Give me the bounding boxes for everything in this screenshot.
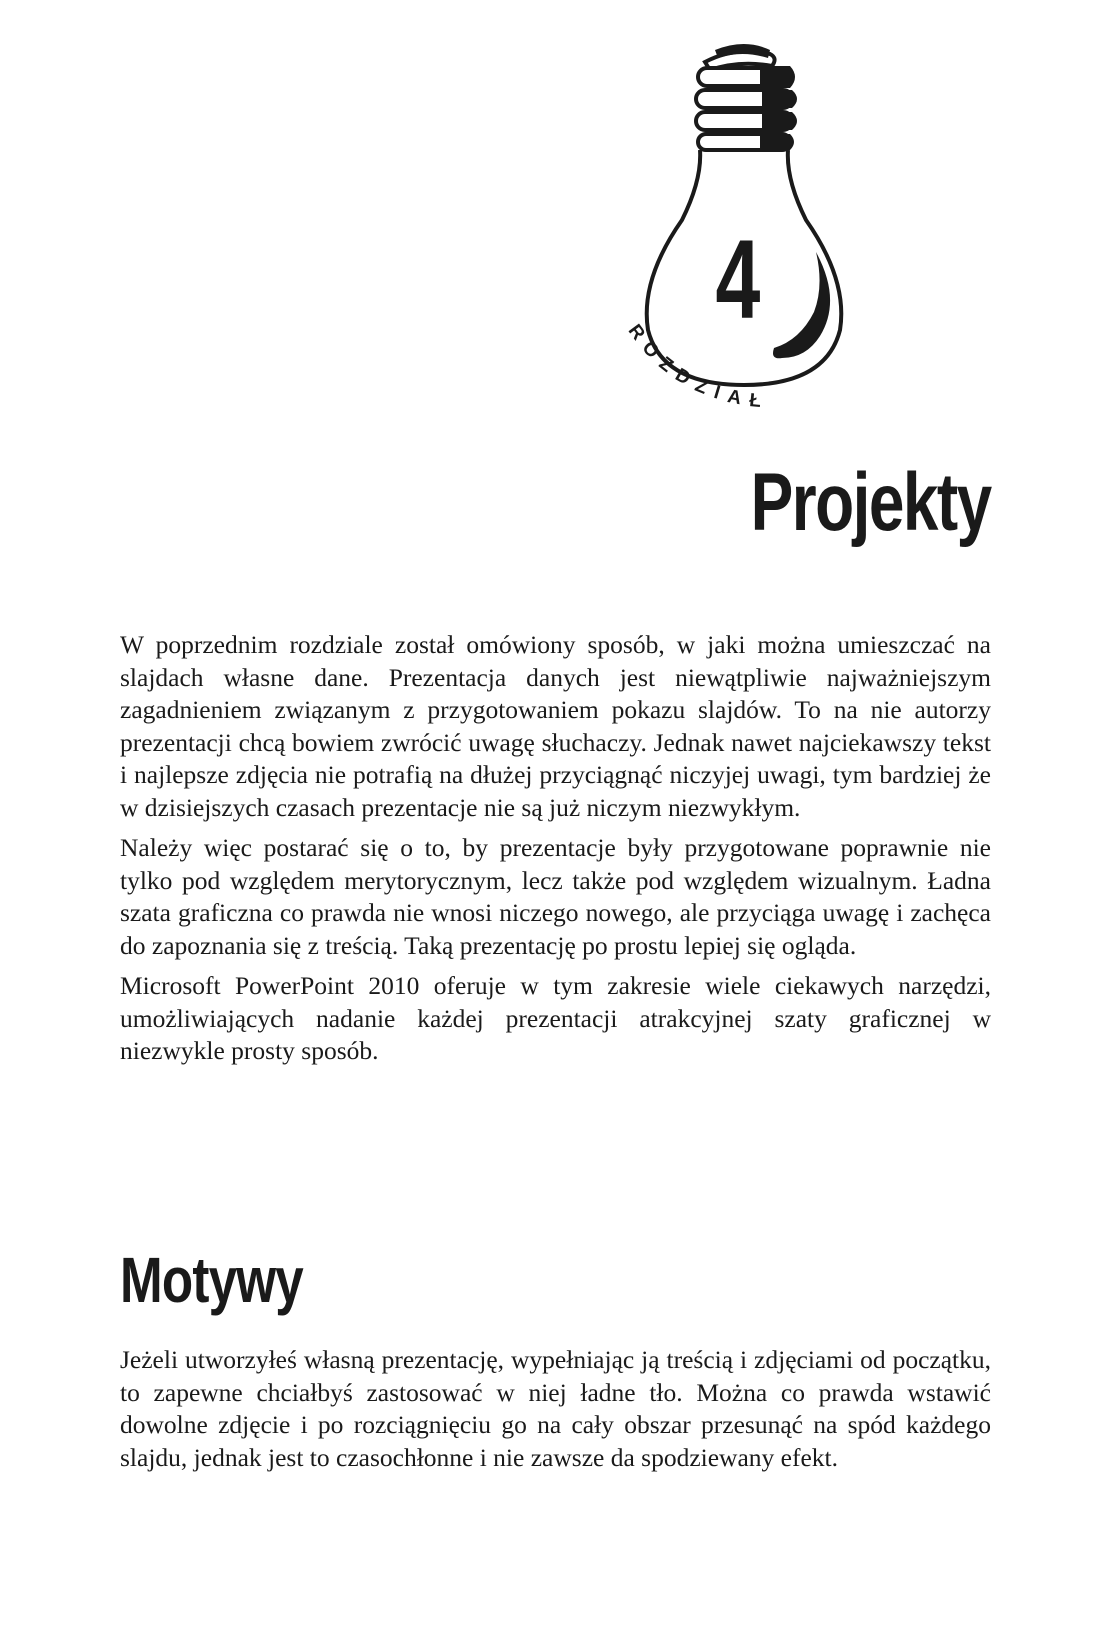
intro-text (120, 629, 991, 1076)
chapter-emblem (610, 40, 910, 450)
section-heading: Motywy (120, 1244, 303, 1316)
intro-paragraph: W poprzednim rozdziale został omówiony sposób, w jaki można umieszczać na slajdach własne dane. Prezentacja danych jest niewątpliwie najważniejszym zagadnieniem związanym z przygotowaniem pokazu slajdów. To na nie autorzy prezentacji chcą bowiem zwrócić uwagę słuchaczy. Jednak nawet najciekawszy tekst i najlepsze zdjęcia nie potrafią na dłużej przyciągnąć niczyjej uwagi, tym bardziej że w dzisiejszych czasach prezentacje nie są już niczym niezwykłym. (120, 630, 991, 822)
light-bulb-icon (610, 40, 910, 450)
bulb-shine (773, 252, 830, 358)
intro-paragraph: Microsoft PowerPoint 2010 oferuje w tym zakresie wiele ciekawych narzędzi, umożliwiających nadanie każdej prezentacji atrakcyjnej szaty graficznej w niezwykle prosty sposób. (120, 971, 991, 1065)
section-paragraph: Jeżeli utworzyłeś własną prezentację, wypełniając ją treścią i zdjęciami od początku, to zapewne chciałbyś zastosować w niej ładne tło. Można co prawda wstawić dowolne zdjęcie i po rozciągnięciu go na cały obszar przesunąć na spód każdego slajdu, jednak jest to czasochłonne i nie zawsze da spodziewany efekt. (120, 1345, 991, 1472)
section-text (120, 1344, 991, 1482)
chapter-label-text: ROZDZIAŁ (623, 320, 771, 413)
chapter-title: Projekty (751, 457, 991, 548)
intro-paragraph: Należy więc postarać się o to, by prezentacje były przygotowane poprawnie nie tylko pod względem merytorycznym, lecz także pod względem wizualnym. Ładna szata graficzna co prawda nie wnosi niczego nowego, ale przyciąga uwagę i zachęca do zapoznania się z treścią. Taką prezentację po prostu lepiej się ogląda. (120, 833, 991, 960)
chapter-number: 4 (715, 217, 761, 343)
